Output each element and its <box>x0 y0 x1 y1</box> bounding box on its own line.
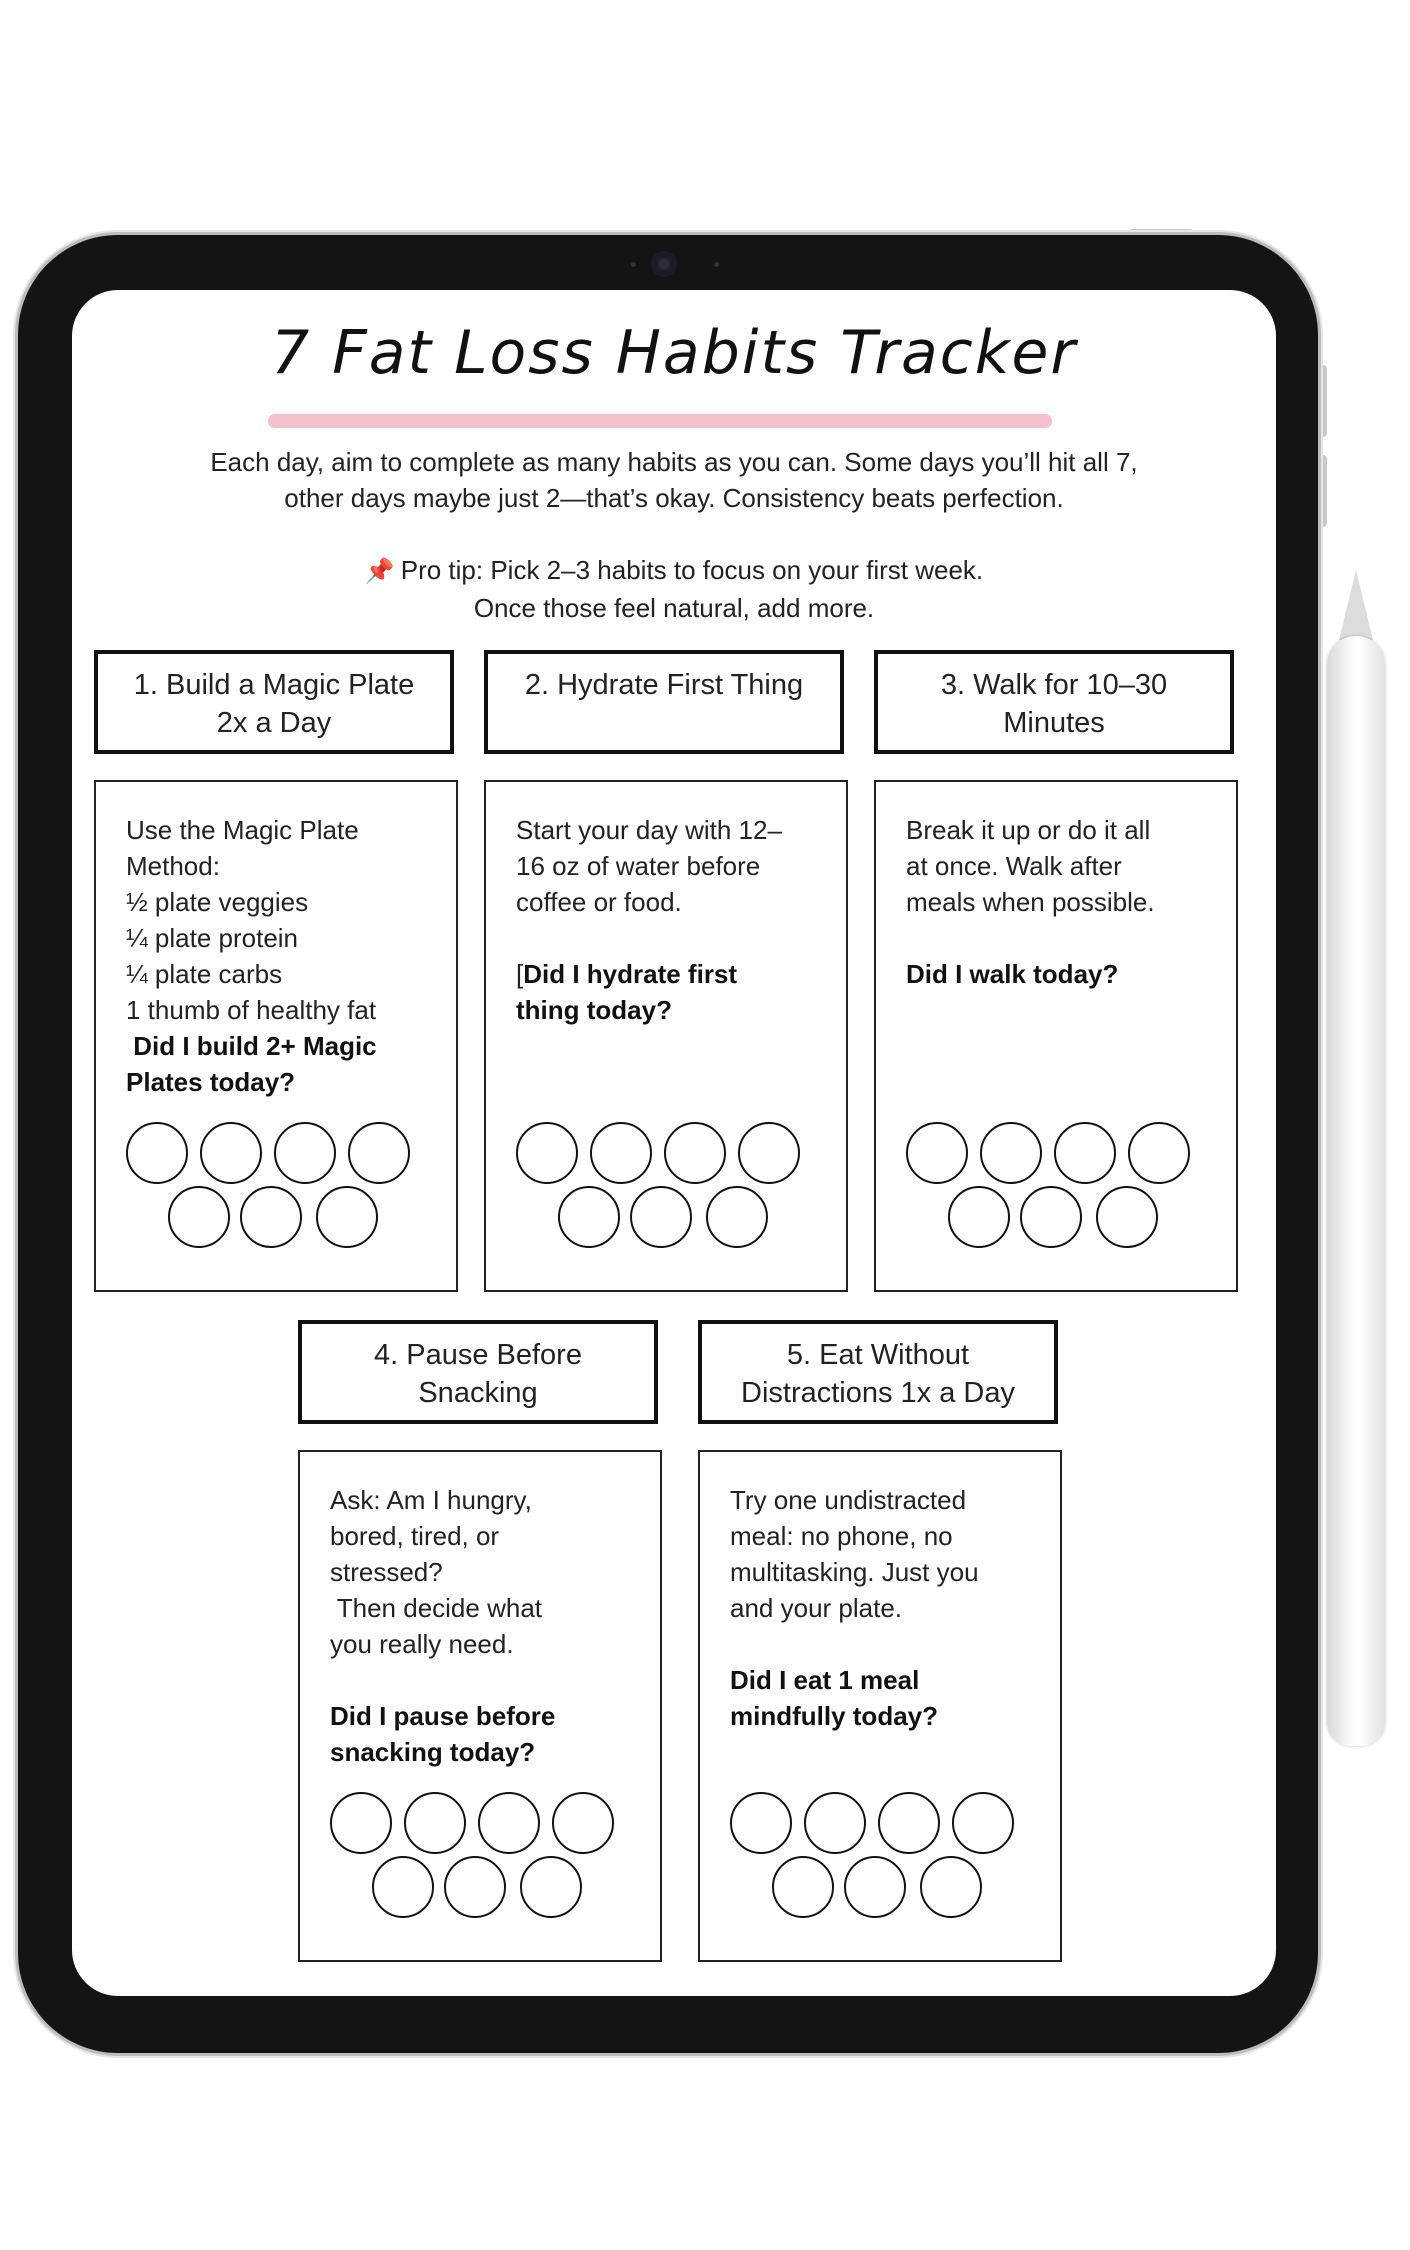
habit-1-checkboxes <box>126 1122 426 1252</box>
day-check-circle[interactable] <box>444 1856 506 1918</box>
habit-4-question: snacking today? <box>330 1737 536 1767</box>
day-check-circle[interactable] <box>772 1856 834 1918</box>
habit-1-body-line: ½ plate veggies <box>126 887 309 917</box>
pushpin-icon: 📌 <box>364 558 395 585</box>
day-check-circle[interactable] <box>1020 1186 1082 1248</box>
intro-text <box>112 444 1236 626</box>
intro-line-1: Each day, aim to complete as many habits as you can. Some days you’ll hit all 7, <box>210 447 1138 477</box>
day-check-circle[interactable] <box>316 1186 378 1248</box>
habit-3-body-line: at once. Walk after <box>906 851 1122 881</box>
habit-5-title-line1: 5. Eat Without <box>786 1339 970 1371</box>
habit-5-body-line: multitasking. Just you <box>730 1557 979 1587</box>
habit-5-question: mindfully today? <box>730 1701 938 1731</box>
habit-3-checkboxes <box>906 1122 1206 1252</box>
habit-4-header <box>298 1320 658 1424</box>
habit-2-question: thing today? <box>516 995 672 1025</box>
day-check-circle[interactable] <box>1096 1186 1158 1248</box>
habit-4-title-line2: Snacking <box>418 1377 538 1409</box>
tablet-volume-up-button <box>1320 365 1327 437</box>
day-check-circle[interactable] <box>630 1186 692 1248</box>
day-check-circle[interactable] <box>906 1122 968 1184</box>
habit-4-title-line1: 4. Pause Before <box>374 1339 582 1371</box>
day-check-circle[interactable] <box>274 1122 336 1184</box>
day-check-circle[interactable] <box>804 1792 866 1854</box>
habit-1-card <box>94 780 458 1292</box>
day-check-circle[interactable] <box>168 1186 230 1248</box>
day-check-circle[interactable] <box>730 1792 792 1854</box>
sensor-dot <box>631 262 636 267</box>
habit-1-body-line: Method: <box>126 851 220 881</box>
habit-2-checkboxes <box>516 1122 816 1252</box>
day-check-circle[interactable] <box>404 1792 466 1854</box>
sensor-dot <box>714 262 719 267</box>
habit-4-body-line: bored, tired, or <box>330 1521 500 1551</box>
habit-1-title-line2: 2x a Day <box>216 707 332 739</box>
habit-2-question-text: Did I hydrate first <box>523 959 738 989</box>
day-check-circle[interactable] <box>1054 1122 1116 1184</box>
habit-1-body-line: Use the Magic Plate <box>126 815 359 845</box>
day-check-circle[interactable] <box>1128 1122 1190 1184</box>
habit-5-body-line: and your plate. <box>730 1593 903 1623</box>
habit-3-title-line2: Minutes <box>1003 707 1105 739</box>
spacer <box>906 920 1208 956</box>
habit-5-card <box>698 1450 1062 1962</box>
habit-4-body-line: stressed? <box>330 1557 443 1587</box>
habit-1-title-line1: 1. Build a Magic Plate <box>133 669 415 701</box>
habit-3-card <box>874 780 1238 1292</box>
title-underline <box>268 414 1052 428</box>
tablet-screen <box>72 290 1276 1996</box>
habit-4-card <box>298 1450 662 1962</box>
habit-2-body-line: coffee or food. <box>516 887 682 917</box>
stylus-tip <box>1339 570 1373 640</box>
habit-2-card <box>484 780 848 1292</box>
habit-5-header <box>698 1320 1058 1424</box>
day-check-circle[interactable] <box>372 1856 434 1918</box>
spacer <box>516 920 818 956</box>
day-check-circle[interactable] <box>980 1122 1042 1184</box>
habit-1-header <box>94 650 454 754</box>
day-check-circle[interactable] <box>200 1122 262 1184</box>
day-check-circle[interactable] <box>552 1792 614 1854</box>
day-check-circle[interactable] <box>348 1122 410 1184</box>
habit-2-title-line1: 2. Hydrate First Thing <box>524 669 804 701</box>
day-check-circle[interactable] <box>478 1792 540 1854</box>
habit-5-checkboxes <box>730 1792 1030 1922</box>
habit-1-body-line: ¼ plate carbs <box>126 959 283 989</box>
spacer <box>330 1662 632 1698</box>
tablet-volume-down-button <box>1320 455 1327 527</box>
day-check-circle[interactable] <box>558 1186 620 1248</box>
habit-3-body-line: Break it up or do it all <box>906 815 1151 845</box>
day-check-circle[interactable] <box>706 1186 768 1248</box>
day-check-circle[interactable] <box>520 1856 582 1918</box>
day-check-circle[interactable] <box>844 1856 906 1918</box>
page-title: 7 Fat Loss Habits Tracker <box>270 318 1078 388</box>
day-check-circle[interactable] <box>878 1792 940 1854</box>
day-check-circle[interactable] <box>126 1122 188 1184</box>
habit-1-question: Plates today? <box>126 1067 296 1097</box>
habit-5-title-line2: Distractions 1x a Day <box>741 1377 1015 1409</box>
spacer <box>730 1626 1032 1662</box>
day-check-circle[interactable] <box>330 1792 392 1854</box>
habit-2-body-line: Start your day with 12– <box>516 815 782 845</box>
habit-4-body-line: you really need. <box>330 1629 514 1659</box>
habit-3-question: Did I walk today? <box>906 959 1119 989</box>
intro-line-2: other days maybe just 2—that’s okay. Consistency beats perfection. <box>284 483 1064 513</box>
camera-icon <box>651 251 677 277</box>
day-check-circle[interactable] <box>240 1186 302 1248</box>
habit-4-body-line: Ask: Am I hungry, <box>330 1485 532 1515</box>
habit-4-checkboxes <box>330 1792 630 1922</box>
habit-4-question: Did I pause before <box>330 1701 556 1731</box>
habit-2-body-line: 16 oz of water before <box>516 851 761 881</box>
habit-2-header <box>484 650 844 754</box>
habit-3-header <box>874 650 1234 754</box>
stylus-pencil <box>1325 570 1387 1755</box>
habit-2-question-prefix: [ <box>516 959 524 989</box>
habit-5-body-line: Try one undistracted <box>730 1485 967 1515</box>
pro-tip-line-2: Once those feel natural, add more. <box>473 593 875 623</box>
day-check-circle[interactable] <box>738 1122 800 1184</box>
habit-2-question <box>516 956 818 992</box>
day-check-circle[interactable] <box>516 1122 578 1184</box>
habit-1-body-line: ¼ plate protein <box>126 923 299 953</box>
habit-4-body-line: Then decide what <box>330 1593 542 1623</box>
day-check-circle[interactable] <box>948 1186 1010 1248</box>
habit-5-question: Did I eat 1 meal <box>730 1665 920 1695</box>
day-check-circle[interactable] <box>664 1122 726 1184</box>
day-check-circle[interactable] <box>590 1122 652 1184</box>
pro-tip-text: Pro tip: Pick 2–3 habits to focus on your first week. <box>400 555 984 585</box>
spacer <box>112 516 1236 552</box>
habit-1-body-line: 1 thumb of healthy fat <box>126 995 377 1025</box>
habit-3-body-line: meals when possible. <box>906 887 1155 917</box>
habit-1-question: Did I build 2+ Magic <box>126 1031 377 1061</box>
stylus-body <box>1327 636 1385 1746</box>
day-check-circle[interactable] <box>952 1792 1014 1854</box>
day-check-circle[interactable] <box>920 1856 982 1918</box>
habit-3-title-line1: 3. Walk for 10–30 <box>940 669 1168 701</box>
habit-5-body-line: meal: no phone, no <box>730 1521 953 1551</box>
pro-tip-line-1 <box>112 552 1236 590</box>
